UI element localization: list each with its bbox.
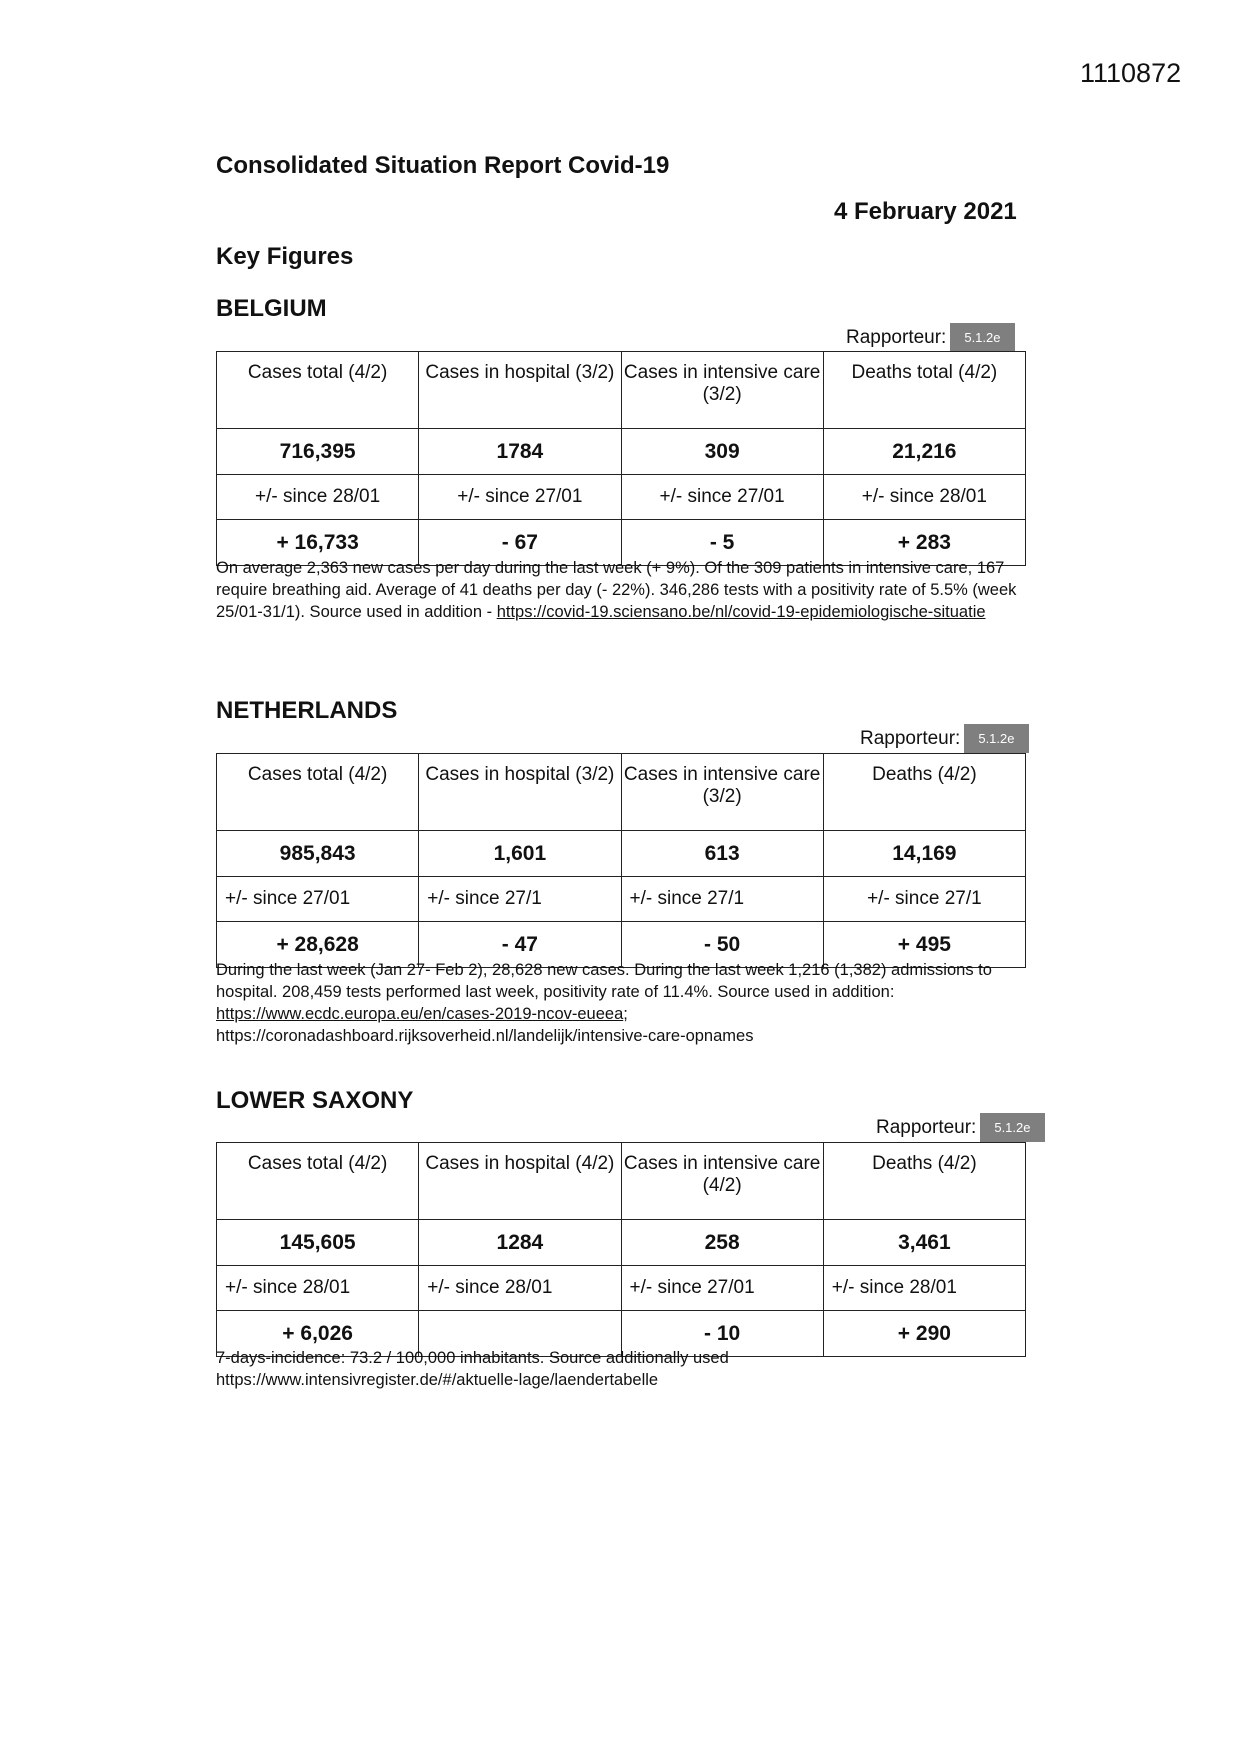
region-title: BELGIUM — [216, 295, 327, 322]
delta-cell: + 495 — [823, 922, 1025, 968]
note-text: On average 2,363 new cases per day during the last week (+ 9%). Of the 309 patients in intensive care, 167 require breathing aid. Average of 41 deaths per day (- 22%). 346,286 tests with a positivity rate of 5.5% (week 25/01-31/1). Source used in addition - — [216, 559, 1017, 621]
rapporteur-label: Rapporteur: — [876, 1116, 977, 1138]
delta-cell: - 50 — [621, 922, 823, 968]
rapporteur-label: Rapporteur: — [846, 326, 947, 348]
value-cell: 309 — [621, 429, 823, 475]
value-cell: 1284 — [419, 1220, 621, 1266]
since-cell: +/- since 27/01 — [419, 475, 621, 520]
note-text: 7-days-incidence: 73.2 / 100,000 inhabitants. Source additionally used https://www.intensivregister.de/#/aktuelle-lage/laendertabelle — [216, 1349, 729, 1389]
value-cell: 716,395 — [217, 429, 419, 475]
header-cell: Cases in hospital (3/2) — [419, 352, 621, 429]
value-cell: 613 — [621, 831, 823, 877]
header-cell: Cases in intensive care (3/2) — [621, 754, 823, 831]
since-cell: +/- since 27/01 — [621, 1266, 823, 1311]
header-cell: Cases total (4/2) — [217, 754, 419, 831]
redaction-box: 5.1.2e — [950, 323, 1014, 352]
header-cell: Cases in intensive care (4/2) — [621, 1143, 823, 1220]
value-cell: 1,601 — [419, 831, 621, 877]
value-cell: 1784 — [419, 429, 621, 475]
region-title: NETHERLANDS — [216, 697, 398, 724]
region-note — [216, 1347, 776, 1391]
delta-cell: + 16,733 — [217, 520, 419, 566]
region-note — [216, 557, 1026, 623]
delta-cell: + 6,026 — [217, 1311, 419, 1357]
stats-table — [216, 351, 1026, 566]
value-cell: 21,216 — [823, 429, 1025, 475]
since-cell: +/- since 27/01 — [621, 475, 823, 520]
header-cell: Cases in hospital (3/2) — [419, 754, 621, 831]
since-cell: +/- since 28/01 — [419, 1266, 621, 1311]
key-figures-heading: Key Figures — [216, 243, 354, 270]
value-cell: 3,461 — [823, 1220, 1025, 1266]
value-cell: 985,843 — [217, 831, 419, 877]
rapporteur — [860, 724, 1029, 753]
header-cell: Cases total (4/2) — [217, 352, 419, 429]
since-cell: +/- since 27/1 — [621, 877, 823, 922]
since-cell: +/- since 28/01 — [823, 1266, 1025, 1311]
report-title: Consolidated Situation Report Covid-19 — [216, 152, 670, 179]
source-link[interactable]: https://www.ecdc.europa.eu/en/cases-2019-ncov-eueea — [216, 1005, 624, 1023]
value-cell: 145,605 — [217, 1220, 419, 1266]
region-title: LOWER SAXONY — [216, 1087, 414, 1114]
stats-table — [216, 1142, 1026, 1357]
document-id: 1110872 — [1080, 58, 1182, 88]
header-cell: Deaths (4/2) — [823, 1143, 1025, 1220]
rapporteur-label: Rapporteur: — [860, 727, 961, 749]
since-cell: +/- since 28/01 — [217, 1266, 419, 1311]
delta-cell: + 283 — [823, 520, 1025, 566]
delta-cell: - 5 — [621, 520, 823, 566]
report-date: 4 February 2021 — [834, 198, 1017, 225]
note-tail: ; https://coronadashboard.rijksoverheid.nl/landelijk/intensive-care-opnames — [216, 1005, 754, 1045]
header-cell: Deaths (4/2) — [823, 754, 1025, 831]
since-cell: +/- since 27/01 — [217, 877, 419, 922]
stats-table — [216, 753, 1026, 968]
since-cell: +/- since 28/01 — [823, 475, 1025, 520]
header-cell: Cases in hospital (4/2) — [419, 1143, 621, 1220]
rapporteur — [846, 323, 1015, 352]
region-note — [216, 959, 1026, 1047]
since-cell: +/- since 28/01 — [217, 475, 419, 520]
redaction-box: 5.1.2e — [980, 1113, 1044, 1142]
source-link[interactable]: https://covid-19.sciensano.be/nl/covid-19-epidemiologische-situatie — [496, 603, 986, 621]
note-text: During the last week (Jan 27- Feb 2), 28,628 new cases. During the last week 1,216 (1,382) admissions to hospital. 208,459 tests performed last week, positivity rate of 11.4%. Source used in addition: — [216, 961, 992, 1001]
delta-cell: + 290 — [823, 1311, 1025, 1357]
value-cell: 14,169 — [823, 831, 1025, 877]
delta-cell: - 47 — [419, 922, 621, 968]
redaction-box: 5.1.2e — [964, 724, 1028, 753]
header-cell: Cases in intensive care (3/2) — [621, 352, 823, 429]
rapporteur — [876, 1113, 1045, 1142]
header-cell: Cases total (4/2) — [217, 1143, 419, 1220]
delta-cell: + 28,628 — [217, 922, 419, 968]
delta-cell: - 10 — [621, 1311, 823, 1357]
value-cell: 258 — [621, 1220, 823, 1266]
since-cell: +/- since 27/1 — [823, 877, 1025, 922]
delta-cell: - 67 — [419, 520, 621, 566]
since-cell: +/- since 27/1 — [419, 877, 621, 922]
header-cell: Deaths total (4/2) — [823, 352, 1025, 429]
